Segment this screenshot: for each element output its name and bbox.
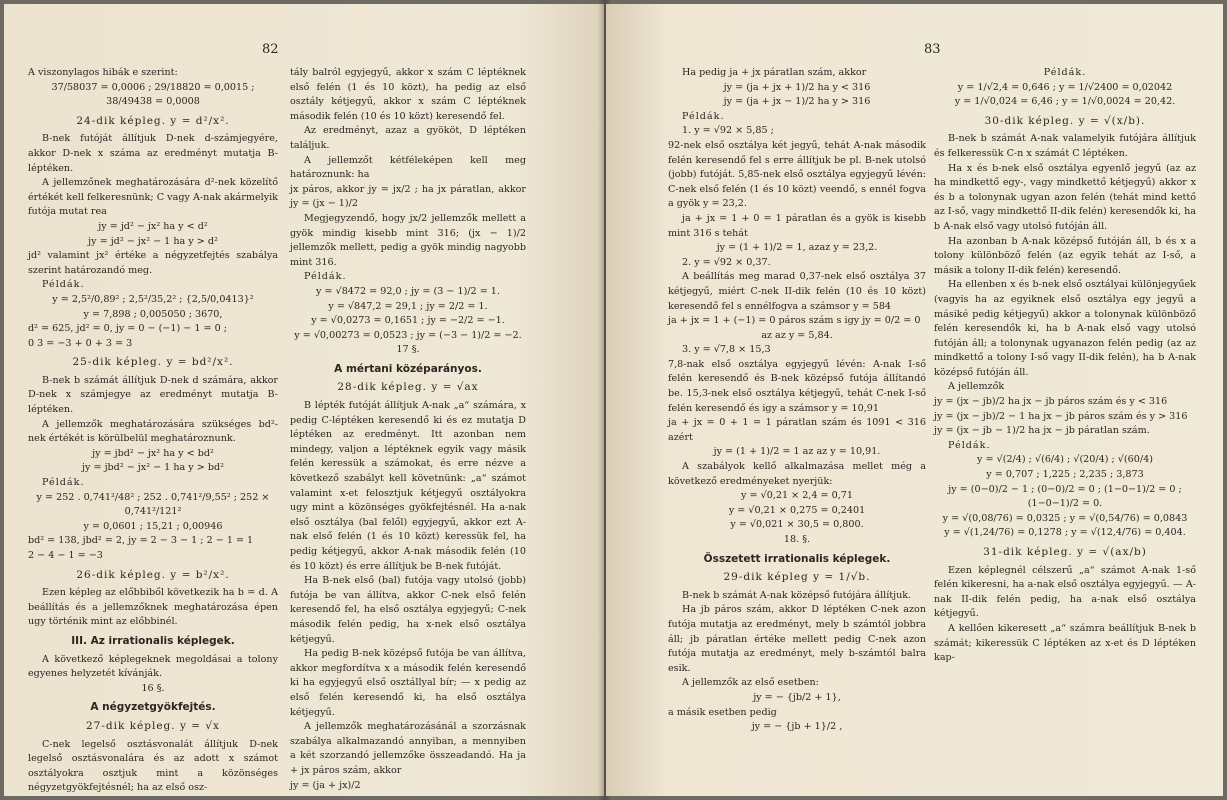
paragraph: Ha B-nek első (bal) futója vagy utolsó (jobb) futója be van állítva, akkor C-nek első felén keresendő fel, ha első osztálya egyjegyű; C-nek második felén pedig, ha x-nek első osztálya kétjegyű.: [290, 575, 526, 645]
equation: y = 7,898 ; 0,005050 ; 3670,: [83, 308, 223, 320]
equation: y = √(1,24/76) = 0,1278 ; y = √(12,4/76) = 0,404.: [944, 527, 1186, 539]
paragraph: A jellemzők meghatározására szükséges bd²-nek értékét is körülbelül meghatároznunk.: [28, 418, 278, 445]
paragraph: Ha pedig ja + jx páratlan szám, akkor: [682, 67, 867, 78]
equation: ja + jx = 0 + 1 = 1 páratlan szám és 1091 < 316 azért: [668, 417, 926, 443]
paragraph: Az eredményt, azaz a gyököt, D léptéken találjuk.: [290, 125, 526, 151]
examples-label: Példák.: [1043, 67, 1087, 78]
equation: jy = − {jb + 1}/2 ,: [751, 721, 843, 733]
paragraph: A kellően kikeresett „a“ számra beállítjuk B-nek b számát; kikeressük C léptéken az x-et és D léptéken kap-: [934, 622, 1196, 664]
paragraph: A jellemzők az első esetben:: [682, 677, 819, 689]
equation: jy = jd² − jx² − 1 ha y > d²: [88, 235, 218, 247]
equation: 0 3 = −3 + 0 + 3 = 3: [28, 337, 133, 349]
intro-line: A viszonylagos hibák e szerint:: [28, 67, 178, 78]
formula-heading: 24-dik képleg. y = d²/x².: [76, 114, 230, 127]
paragraph: Ha pedig B-nek középső futója be van állítva, akkor megfordítva x a második felén keresendő ki ha egyjegyű első osztállyal bír; — x pedig az első felén keresendő ki, ha első osztálya kétjegyű.: [290, 648, 526, 718]
left-column-1: [28, 66, 278, 796]
section-number: 16 §.: [141, 682, 165, 694]
equation: jy = (jx − jb − 1)/2 ha jx − jb páratlan szám.: [934, 425, 1150, 437]
equation: d² = 625, jd² = 0, jy = 0 − (−1) − 1 = 0 ;: [28, 323, 228, 335]
section-heading: A mértani középarányos.: [334, 362, 482, 375]
right-column-1: [668, 66, 926, 735]
right-column-2: [934, 66, 1196, 666]
equation: jy = (jx − jb)/2 − 1 ha jx − jb páros szám és y > 316: [934, 410, 1188, 422]
equation: y = √8472 = 92,0 ; jy = (3 − 1)/2 = 1.: [316, 285, 500, 297]
page-number: 83: [924, 42, 941, 57]
equation: y = √(2/4) ; √(6/4) ; √(20/4) ; √(60/4): [977, 454, 1153, 466]
section-number: 18. §.: [783, 534, 811, 545]
examples-label: Példák.: [42, 477, 85, 489]
paragraph: 92-nek első osztálya két jegyű, tehát A-nak második felén keresendő fel s erre állítjuk be pl. B-nek utolsó (jobb) futóját. 5,85-nek első osztálya egyjegyű lévén: C-nek első felén (1 és 10 közt) veendő, s ennél fogva a gyök y = 23,2.: [668, 139, 926, 210]
formula-heading: 28-dik képleg. y = √ax: [337, 381, 479, 394]
equation: 2. y = √92 × 0,37.: [682, 256, 771, 268]
equation: y = 1/√0,024 = 6,46 ; y = 1/√0,0024 = 20,42.: [954, 96, 1176, 108]
formula-heading: 29-dik képleg y = 1/√b.: [723, 571, 871, 584]
examples-label: Példák.: [42, 279, 85, 291]
equation: y = 2,5²/0,89² ; 2,5²/35,2² ; {2,5/0,0413}²: [52, 293, 254, 305]
equation: jy = (0−0)/2 − 1 ; (0−0)/2 = 0 ; (1−0−1)/2 = 0 ; (1−0−1)/2 = 0.: [948, 483, 1182, 510]
paragraph: A következő képlegeknek megoldásai a tolony egyenes helyzetét kívánják.: [28, 653, 278, 680]
formula-heading: 31-dik képleg. y = √(ax/b): [983, 546, 1147, 558]
section-heading: A négyzetgyökfejtés.: [90, 701, 216, 714]
paragraph: A jellemzők: [948, 381, 1005, 393]
section-heading: III. Az irrationalis képlegek.: [71, 634, 235, 647]
paragraph: Ha jb páros szám, akkor D léptéken C-nek azon futója mutatja az eredményt, mely b számtól jobbra áll; jb páratlan értéke mellett pedig C-nek azon futója mutatja az eredményt, mely b-számtól balra esik.: [668, 604, 926, 674]
equation: y = √0,00273 = 0,0523 ; jy = (−3 − 1)/2 = −2.: [294, 329, 522, 341]
paragraph: 7,8-nak első osztálya egyjegyű lévén: A-nak I-ső felén keresendő és B-nek középső futója állítandó be. 15,3-nek első osztálya kétjegyű, tehát C-nek I-ső felén keresendő és igy a számsor y = 10,91: [668, 358, 926, 414]
paragraph: B-nek futóját állítjuk D-nek d-számjegyére, akkor D-nek x száma az eredményt mutatja B-léptéken.: [28, 133, 278, 174]
section-heading: Összetett irrationalis képlegek.: [703, 552, 891, 565]
paragraph: A szabályok kellő alkalmazása mellet még a következő eredményeket nyerjük:: [668, 461, 926, 487]
equation: y = √0,021 × 30,5 = 0,800.: [730, 519, 864, 531]
paragraph: a másik esetben pedig: [668, 706, 777, 718]
formula-heading: 25-dik képleg. y = bd²/x².: [72, 356, 234, 369]
paragraph: A jellemzők meghatározásánál a szorzásnak szabálya alkalmazandó annyiban, a mennyiben a két szorzandó jellemzőke összeadandó. Ha ja + jx páros szám, akkor: [290, 721, 526, 776]
equation: y = 0,707 ; 1,225 ; 2,235 ; 3,873: [986, 469, 1144, 481]
equation: 3. y = √7,8 × 15,3: [682, 344, 771, 356]
paragraph: B lépték futóját állítjuk A-nak „a“ számára, x pedig C-léptéken keresendő ki és ez mutatja D léptéken az eredményt. Itt azonban nem mindegy, valjon a léptéknek egyik vagy másik felén keressük a számokat, és erre nézve a következő szabályt kell követnünk: „a“ számot valamint x-et felosztjuk kétjegyű osztályokra ugy mint a közönséges gyökfejtésnél. Ha a-nak első osztálya (bal felől) egyjegyű, akkor ezt A-nak első felén (1 és 10 közt) keressük fel, ha pedig kétjegyű, akkor A-nak második felén (10 és 10 közt) és erre állítjuk be B-nek futóját.: [290, 400, 526, 572]
paragraph: A beállítás meg marad 0,37-nek első osztálya 37 kétjegyű, miért C-nek II-dik felén (10 és 10 közt) keresendő fel s ennélfogva a számsor y = 584: [668, 271, 926, 312]
formula-heading: 30-dik képleg. y = √(x/b).: [984, 114, 1146, 127]
equation: y = √(0,08/76) = 0,0325 ; y = √(0,54/76) = 0,0843: [942, 512, 1188, 524]
equation: y = 252 . 0,741²/48² ; 252 . 0,741²/9,55² ; 252 × 0,741²/121²: [36, 491, 270, 518]
equation: jy = jbd² − jx² ha y < bd²: [92, 447, 214, 459]
left-column-2: [290, 66, 526, 793]
equation: jy = (ja + jx − 1)/2 ha y > 316: [723, 96, 871, 108]
left-page: [4, 4, 604, 796]
paragraph: B-nek b számát A-nak valamelyik futójára állítjuk és felkeressük C-n x számát C léptéken.: [934, 133, 1196, 159]
examples-label: Példák.: [948, 439, 991, 451]
equation: 1. y = √92 × 5,85 ;: [682, 125, 774, 137]
paragraph: B-nek b számát A-nak középső futójára állítjuk.: [682, 589, 912, 601]
equation: jy = (jx − jb)/2 ha jx − jb páros szám és y < 316: [934, 396, 1168, 408]
equation: jy = (ja + jx)/2: [290, 779, 361, 791]
paragraph: Ha x és b-nek első osztálya egyenlő jegyű (az az ha mindkettő egy-, vagy mindkettő kétjegyű) akkor x és b a tolonynak ugyan azon felén (tehát mind kettő az I-ső, vagy mindkettő II-dik felén) keresendők ki, ha b A-nak első vagy utolsó futóján áll.: [934, 162, 1196, 232]
page-number: 82: [262, 42, 279, 57]
paragraph: Ezen képlegnél célszerű „a“ számot A-nak 1-ső felén kikeresni, ha a-nak első osztálya egyjegyű. — A-nak II-dik felén pedig, ha a-nak első osztálya kétjegyű.: [934, 564, 1196, 620]
paragraph: Ezen képleg az előbbiből következik ha b = d. A beállítás és a jellemzőknek meghatározása épen ugy történik mint az előbbinél.: [28, 587, 278, 628]
equation: ja + jx = 1 + (−1) = 0 páros szám s igy jy = 0/2 = 0: [668, 315, 921, 327]
equation: y = 0,0601 ; 15,21 ; 0,00946: [83, 520, 223, 532]
equation: y = √847,2 = 29,1 ; jy = 2/2 = 1.: [328, 300, 488, 312]
equation: az az y = 5,84.: [761, 329, 833, 341]
formula-heading: 27-dik képleg. y = √x: [86, 719, 220, 732]
paragraph: A jellemzőt kétféleképen kell meg határoznunk: ha: [290, 154, 526, 181]
equation: jy = (1 + 1)/2 = 1 az az y = 10,91.: [713, 446, 881, 458]
paragraph: tály balról egyjegyű, akkor x szám C léptéknek első felén (1 és 10 közt), ha pedig az első osztály kétjegyű, akkor x szám C léptéknek második felén (10 és 10 közt) keresendő fel.: [290, 67, 526, 122]
equation: y = √0,21 × 2,4 = 0,71: [741, 490, 853, 502]
right-page: [606, 4, 1223, 796]
section-number: 17 §.: [396, 344, 420, 356]
paragraph: Ha azonban b A-nak középső futóján áll, b és x a tolony különböző felén (az egyik tehát az I-ső, a másik a tolony II-dik felén) keresendő.: [934, 235, 1196, 276]
examples-label: Példák.: [682, 110, 725, 122]
equation: 2 − 4 − 1 = −3: [28, 550, 103, 561]
equation: jx páros, akkor jy = jx/2 ; ha jx páratlan, akkor jy = (jx − 1)/2: [290, 183, 526, 210]
paragraph: jd² valamint jx² értéke a négyzetfejtés szabálya szerint határozandó meg.: [28, 250, 278, 276]
equation: y = √0,21 × 0,275 = 0,2401: [728, 504, 866, 516]
equation: jy = jbd² − jx² − 1 ha y > bd²: [82, 462, 224, 474]
paragraph: Ha ellenben x és b-nek első osztályai különjegyűek (vagyis ha az egyiknek első osztálya egy jegyű a másiké pedig kétjegyű) akkor a tolonynak különböző felén keresendők ki, ha b A-nak első vagy utolsó futóján áll; a tolonynak ugyanazon felén pedig (az az mindkettő a tolony I-ső vagy II-dik felén), ha b A-nak középső futóján áll.: [934, 279, 1196, 378]
paragraph: ja + jx = 1 + 0 = 1 páratlan és a gyök is kisebb mint 316 s tehát: [668, 212, 926, 239]
paragraph: A jellemzőnek meghatározására d²-nek közelítő értékét kell felkeresnünk; C vagy A-nak akármelyik futója mutat rea: [28, 177, 278, 218]
paragraph: C-nek legelső osztásvonalát állítjuk D-nek legelső osztásvonalára és az adott x számot osztályokra osztjuk mint a közönséges négyzetgyökfejtésnél; ha az első osz-: [28, 738, 278, 794]
equation: jy = (ja + jx + 1)/2 ha y < 316: [723, 81, 871, 93]
paragraph: Megjegyzendő, hogy jx/2 jellemzők mellett a gyök mindig kisebb mint 316; (jx − 1)/2 jellemzők mellett, pedig a gyök mindig nagyobb mint 316.: [290, 212, 526, 268]
equation: y = 1/√2,4 = 0,646 ; y = 1/√2400 = 0,02042: [957, 81, 1173, 93]
examples-label: Példák.: [304, 271, 347, 283]
equation: jy = jd² − jx² ha y < d²: [98, 220, 208, 232]
formula-heading: 26-dik képleg. y = b²/x².: [76, 568, 230, 581]
paragraph: B-nek b számát állítjuk D-nek d számára, akkor D-nek x számjegye az eredményt mutatja B-léptéken.: [28, 374, 278, 416]
equation: y = √0,0273 = 0,1651 ; jy = −2/2 = −1.: [311, 315, 505, 327]
equation: bd² = 138, jbd² = 2, jy = 2 − 3 − 1 ; 2 − 1 = 1: [28, 535, 254, 547]
equation: 37/58037 = 0,0006 ; 29/18820 = 0,0015 ; 38/49438 = 0,0008: [51, 81, 255, 108]
equation: jy = (1 + 1)/2 = 1, azaz y = 23,2.: [716, 242, 878, 254]
equation: jy = − {jb/2 + 1},: [753, 691, 841, 703]
